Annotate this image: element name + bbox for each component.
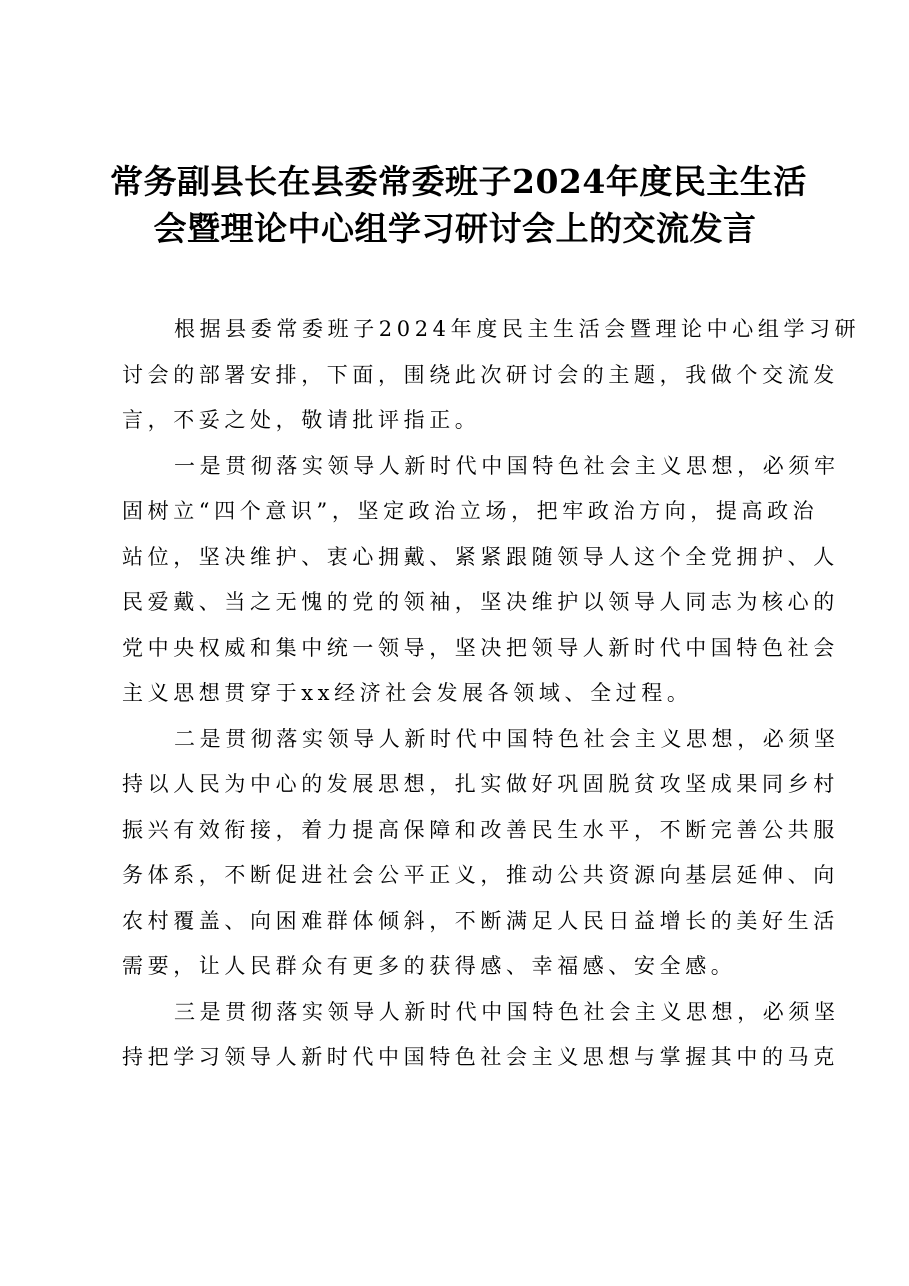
document-body [122, 307, 861, 1081]
text-line: 持以人民为中心的发展思想，扎实做好巩固脱贫攻坚成果同乡村 [122, 772, 839, 796]
text-line: 农村覆盖、向困难群体倾斜，不断满足人民日益增长的美好生活 [122, 908, 839, 933]
text-line: 持把学习领导人新时代中国特色社会主义思想与掌握其中的马克 [122, 1045, 839, 1069]
text-line: 民爱戴、当之无愧的党的领袖，坚决维护以领导人同志为核心的 [122, 590, 839, 614]
text-line: 二是贯彻落实领导人新时代中国特色社会主义思想，必须坚 [174, 726, 840, 751]
paragraph-point-3 [122, 990, 840, 1081]
paragraph-point-1 [122, 444, 840, 717]
text-line: 振兴有效衔接，着力提高保障和改善民生水平，不断完善公共服 [122, 817, 839, 842]
text-line: 根据县委常委班子2024年度民主生活会暨理论中心组学习研 [174, 317, 861, 341]
paragraph-intro [122, 307, 861, 444]
text-line: 党中央权威和集中统一领导，坚决把领导人新时代中国特色社会 [122, 635, 839, 660]
paragraph-point-2 [122, 717, 840, 990]
text-line: 一是贯彻落实领导人新时代中国特色社会主义思想，必须牢 [174, 453, 840, 478]
text-line: 主义思想贯穿于xx经济社会发展各领域、全过程。 [122, 681, 693, 705]
text-line: 言，不妥之处，敬请批评指正。 [122, 408, 481, 432]
text-line: 务体系，不断促进社会公平正义，推动公共资源向基层延伸、向 [122, 863, 839, 887]
text-line: 需要，让人民群众有更多的获得感、幸福感、安全感。 [122, 954, 737, 978]
text-line: 固树立“四个意识”，坚定政治立场，把牢政治方向，提高政治 [122, 499, 819, 523]
document-title [110, 158, 807, 252]
title-line-2: 会暨理论中心组学习研讨会上的交流发言 [153, 209, 757, 248]
text-line: 三是贯彻落实领导人新时代中国特色社会主义思想，必须坚 [174, 999, 840, 1024]
text-line: 讨会的部署安排，下面，围绕此次研讨会的主题，我做个交流发 [122, 362, 839, 387]
text-line: 站位，坚决维护、衷心拥戴、紧紧跟随领导人这个全党拥护、人 [122, 544, 839, 569]
title-line-1: 常务副县长在县委常委班子2024年度民主生活 [110, 162, 807, 201]
